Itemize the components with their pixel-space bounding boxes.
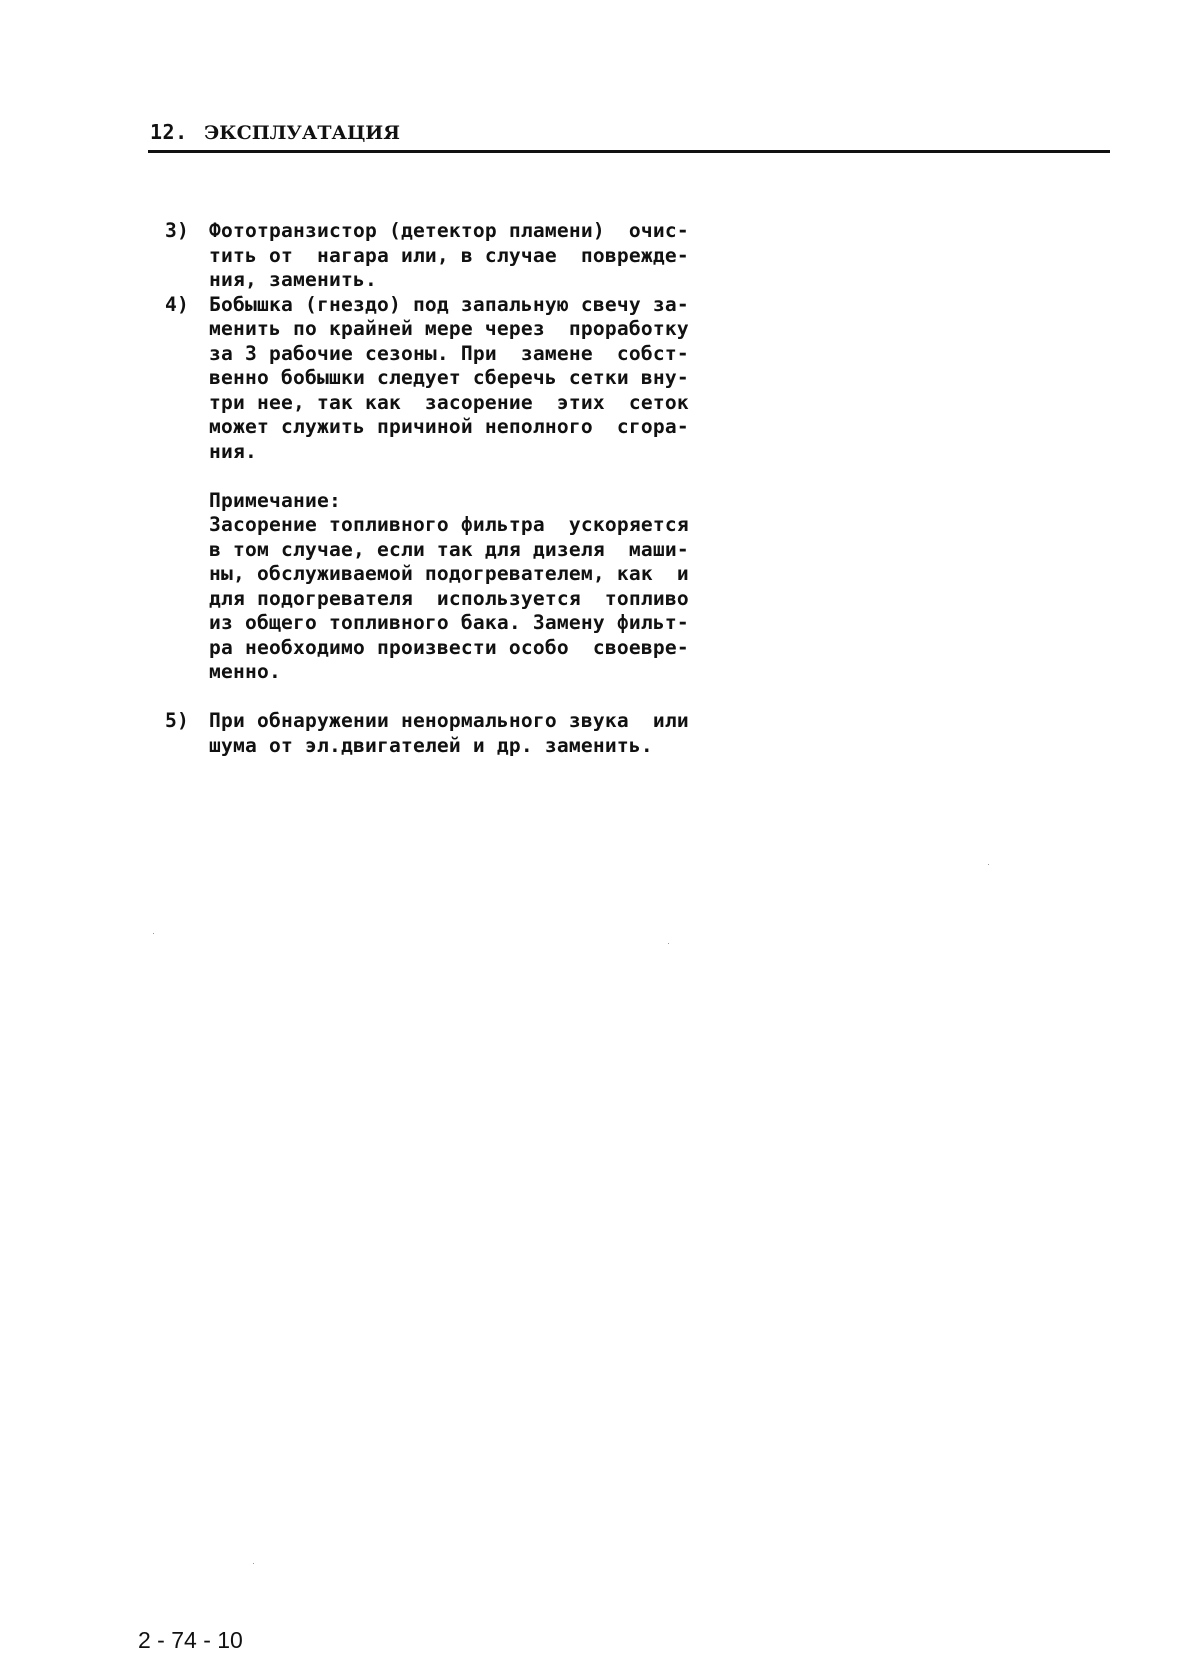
- text-line: ра необходимо произвести особо своевре-: [209, 635, 689, 659]
- text-line: три нее, так как засорение этих сеток: [209, 390, 689, 414]
- text-line: из общего топливного бака. Замену фильт-: [209, 611, 689, 634]
- text-line: в том случае, если так для дизеля маши-: [209, 537, 689, 561]
- note-block: [209, 489, 805, 685]
- section-number: 12.: [150, 120, 188, 144]
- header-rule: [148, 150, 1110, 153]
- item-number: 5): [165, 709, 189, 732]
- text-line: может служить причиной неполного сгора-: [209, 415, 689, 438]
- scan-speck: [988, 864, 989, 865]
- text-line: ны, обслуживаемой подогревателем, как и: [209, 562, 689, 585]
- list-item-4: [165, 293, 805, 465]
- text-line: менить по крайней мере через проработку: [209, 317, 689, 340]
- text-line: шума от эл.двигателей и др. заменить.: [209, 733, 653, 757]
- text-line: При обнаружении ненормального звука или: [209, 709, 689, 732]
- section-title: ЭКСПЛУАТАЦИЯ: [204, 122, 401, 144]
- spacer: [165, 685, 805, 710]
- text-line: ния, заменить.: [209, 268, 377, 291]
- list-item-5: [165, 709, 805, 758]
- text-line: ния.: [209, 439, 257, 463]
- text-line: венно бобышки следует сберечь сетки вну-: [209, 366, 689, 389]
- text-line: Фототранзистор (детектор пламени) очис-: [209, 219, 689, 242]
- item-text: [209, 293, 805, 465]
- item-text: [209, 219, 805, 293]
- page-number: 2 - 74 - 10: [138, 1627, 243, 1653]
- item-number: 3): [165, 219, 189, 242]
- text-line: менно.: [209, 660, 281, 683]
- item-text: [209, 709, 805, 758]
- section-header: [150, 120, 400, 144]
- scan-speck: [253, 1563, 254, 1564]
- item-number: 4): [165, 292, 189, 316]
- text-line: Засорение топливного фильтра ускоряется: [209, 513, 689, 536]
- text-line: тить от нагара или, в случае поврежде-: [209, 243, 689, 267]
- scan-speck: [153, 933, 154, 934]
- note-heading: Примечание:: [209, 488, 341, 512]
- scan-speck: [668, 943, 669, 944]
- list-item-3: [165, 219, 805, 293]
- main-content: [165, 219, 805, 758]
- text-line: Бобышка (гнездо) под запальную свечу за-: [209, 292, 689, 316]
- text-line: за 3 рабочие сезоны. При замене собст-: [209, 341, 689, 365]
- text-line: для подогревателя используется топливо: [209, 586, 689, 610]
